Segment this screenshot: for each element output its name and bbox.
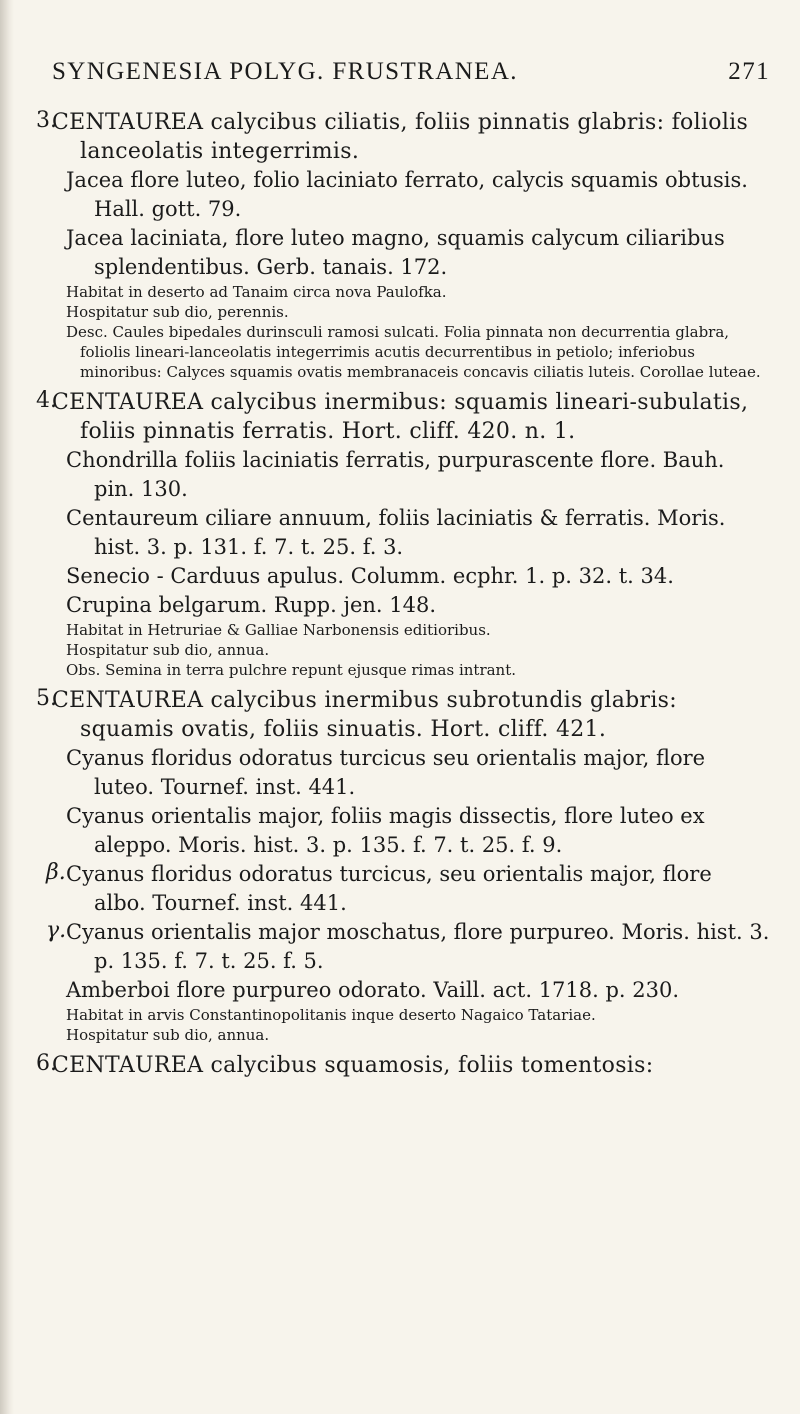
observation-note: Obs. Semina in terra pulchre repunt ejusque rimas intrant. [66,661,517,679]
variety-text: Cyanus floridus odoratus turcicus, seu orientalis major, flore albo. Tournef. inst. 441. [66,862,712,915]
variety-gamma [46,918,770,976]
entry-lead: CENTAUREA calycibus ciliatis, foliis pinnatis glabris: foliolis lanceolatis integerrimis. [52,110,749,164]
entry-number: 4. [36,388,57,413]
synonym-list [52,446,770,620]
habitat-note: Habitat in Hetruriae & Galliae Narbonensis editioribus. [66,621,491,639]
variety-mark: β. [46,860,66,885]
synonym: Amberboi flore purpureo odorato. Vaill. act. 1718. p. 230. [66,978,680,1002]
habitat-note: Habitat in arvis Constantinopolitanis inque deserto Nagaico Tatariae. [66,1006,596,1024]
running-title: SYNGENESIA POLYG. FRUSTRANEA. [52,58,518,85]
synonym: Jacea flore luteo, folio laciniato ferrato, calycis squamis obtusis. Hall. gott. 79. [66,168,748,221]
hospitatur-note: Hospitatur sub dio, annua. [66,641,270,659]
variety-text: Cyanus orientalis major moschatus, flore purpureo. Moris. hist. 3. p. 135. f. 7. t. 25. f. 5. [66,920,770,973]
species-entry-4 [36,388,770,680]
species-entry-3 [36,108,770,382]
entry-number: 6. [36,1051,57,1076]
synonym: Centaureum ciliare annuum, foliis laciniatis & ferratis. Moris. hist. 3. p. 131. f. 7. t. 25. f. 3. [66,506,726,559]
synonym: Crupina belgarum. Rupp. jen. 148. [66,593,437,617]
entry-lead: CENTAUREA calycibus inermibus subrotundis glabris: squamis ovatis, foliis sinuatis. Hort. cliff. 421. [52,688,677,742]
habitat-note: Habitat in deserto ad Tanaim circa nova Paulofka. [66,283,447,301]
synonym-list [46,744,770,1005]
synonym: Senecio - Carduus apulus. Columm. ecphr. 1. p. 32. t. 34. [66,564,674,588]
page-body [36,58,770,1086]
entry-lead: CENTAUREA calycibus inermibus: squamis lineari-subulatis, foliis pinnatis ferratis. Hort. cliff. 420. n. 1. [52,390,749,444]
page-edge-shadow [0,0,14,1414]
synonym: Jacea laciniata, flore luteo magno, squamis calycum ciliaribus splendentibus. Gerb. tanais. 172. [66,226,725,279]
entry-number: 3. [36,108,57,133]
running-header [52,58,770,86]
hospitatur-note: Hospitatur sub dio, perennis. [66,303,289,321]
variety-beta [46,860,770,918]
synonym: Chondrilla foliis laciniatis ferratis, purpurascente flore. Bauh. pin. 130. [66,448,725,501]
variety-mark: γ. [46,918,67,943]
species-entry-6 [36,1051,770,1080]
synonym: Cyanus orientalis major, foliis magis dissectis, flore luteo ex aleppo. Moris. hist. 3. p. 135. f. 7. t. 25. f. 9. [66,804,705,857]
synonym-list [52,166,770,282]
page-number: 271 [728,58,770,85]
entry-number: 5. [36,686,57,711]
entry-lead: CENTAUREA calycibus squamosis, foliis tomentosis: [52,1053,654,1078]
synonym: Cyanus floridus odoratus turcicus seu orientalis major, flore luteo. Tournef. inst. 441. [66,746,706,799]
species-entry-5 [36,686,770,1045]
description-note: Desc. Caules bipedales durinsculi ramosi sulcati. Folia pinnata non decurrentia glabra, foliolis lineari-lanceolatis integerrimis acutis decurrentibus in petiolo; inferiobus minoribus: Calyces squamis ovatis membranaceis concavis ciliatis luteis. Corollae luteae. [66,323,761,381]
hospitatur-note: Hospitatur sub dio, annua. [66,1026,270,1044]
